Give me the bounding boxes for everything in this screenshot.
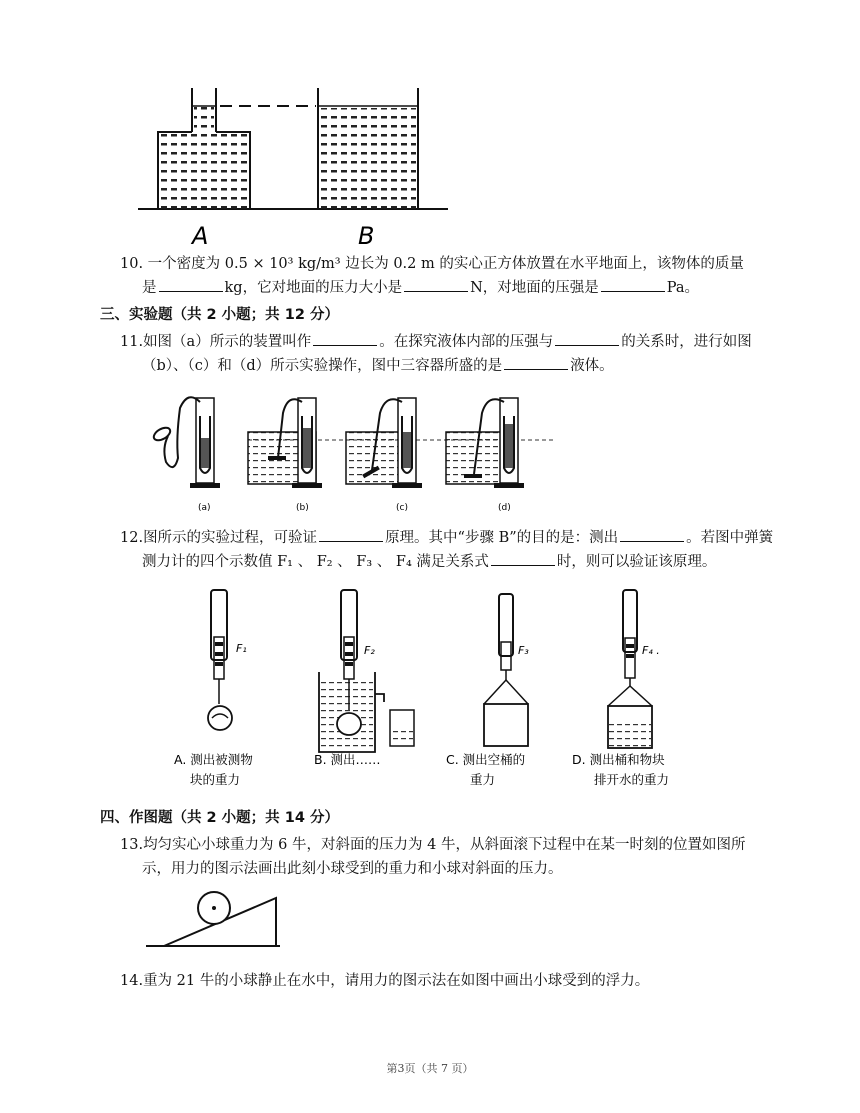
caption-c: (c) (396, 503, 408, 513)
q11-line1: 11.如图（a）所示的装置叫作 。在探究液体内部的压强与 的关系时，进行如图 (120, 331, 790, 353)
incline-ball-figure (140, 884, 300, 956)
label-f3: F₃ (518, 644, 529, 657)
archimedes-figure (168, 582, 708, 792)
q11-blank-device[interactable] (313, 331, 377, 346)
section-3-heading: 三、实验题（共 2 小题；共 12 分） (100, 307, 339, 323)
q14-line1: 14.重为 21 牛的小球静止在水中，请用力的图示法在如图中画出小球受到的浮力。 (120, 973, 650, 989)
manometer-d (446, 398, 524, 488)
q10-blank-mass[interactable] (159, 277, 223, 292)
q10-text1: 一个密度为 0.5 × 10³ kg/m³ 边长为 0.2 m 的实心正方体放置在水平地面上，该物体的质量 (147, 256, 744, 272)
caption-step-a-2: 块的重力 (190, 772, 241, 787)
section-4-heading: 四、作图题（共 2 小题；共 14 分） (100, 810, 339, 826)
q13-line1: 13.均匀实心小球重力为 6 牛，对斜面的压力为 4 牛，从斜面滚下过程中在某一时刻的位置如图所 (120, 837, 746, 853)
manometer-a (152, 397, 220, 488)
label-a: A (192, 222, 209, 250)
manometer-c (346, 398, 422, 488)
label-f4: F₄ . (642, 644, 660, 657)
manometer-figure (148, 388, 558, 516)
caption-step-c-1: C. 测出空桶的 (446, 752, 526, 767)
manometer-b (248, 398, 322, 488)
spring-scale-a (208, 590, 232, 730)
caption-d: (d) (498, 503, 511, 513)
connected-vessels-figure (130, 86, 450, 251)
spring-scale-c (484, 594, 528, 746)
q12-blank-relation[interactable] (491, 551, 555, 566)
caption-step-a-1: A. 测出被测物 (174, 752, 253, 767)
q13-line2: 示，用力的图示法画出此刻小球受到的重力和小球对斜面的压力。 (142, 861, 563, 877)
page-footer: 第3页（共 7 页） (386, 1062, 474, 1075)
caption-b: (b) (296, 503, 309, 513)
spring-scale-b (319, 590, 414, 752)
q12-blank-measure[interactable] (620, 527, 684, 542)
q10-line2: 是 kg，它对地面的压力大小是 N，对地面的压强是 Pa。 (120, 277, 790, 299)
label-f2: F₂ (364, 644, 375, 657)
q11-line2: （b）、（c）和（d）所示实验操作，图中三容器所盛的是 液体。 (120, 355, 790, 377)
caption-step-c-2: 重力 (470, 772, 496, 787)
q11-blank-factor[interactable] (555, 331, 619, 346)
ball-center (212, 906, 216, 910)
caption-step-d-1: D. 测出桶和物块 (572, 752, 665, 767)
q12-line1: 12.图所示的实验过程，可验证 原理。其中“步骤 B”的目的是：测出 。若图中弹簧 (120, 527, 790, 549)
caption-a: (a) (198, 503, 211, 513)
q10-number: 10. (120, 256, 144, 272)
q10-line1 (120, 253, 790, 275)
q10-blank-force[interactable] (404, 277, 468, 292)
label-f1: F₁ (236, 642, 247, 655)
label-b: B (358, 222, 375, 250)
spring-scale-d (608, 590, 652, 748)
q12-line2: 测力计的四个示数值 F₁ 、 F₂ 、 F₃ 、 F₄ 满足关系式 时，则可以验证该原理。 (120, 551, 790, 573)
q12-blank-principle[interactable] (319, 527, 383, 542)
q10-blank-pressure[interactable] (601, 277, 665, 292)
q11-blank-liquid[interactable] (504, 355, 568, 370)
caption-step-b-1: B. 测出…… (314, 752, 381, 767)
caption-step-d-2: 排开水的重力 (594, 772, 670, 787)
